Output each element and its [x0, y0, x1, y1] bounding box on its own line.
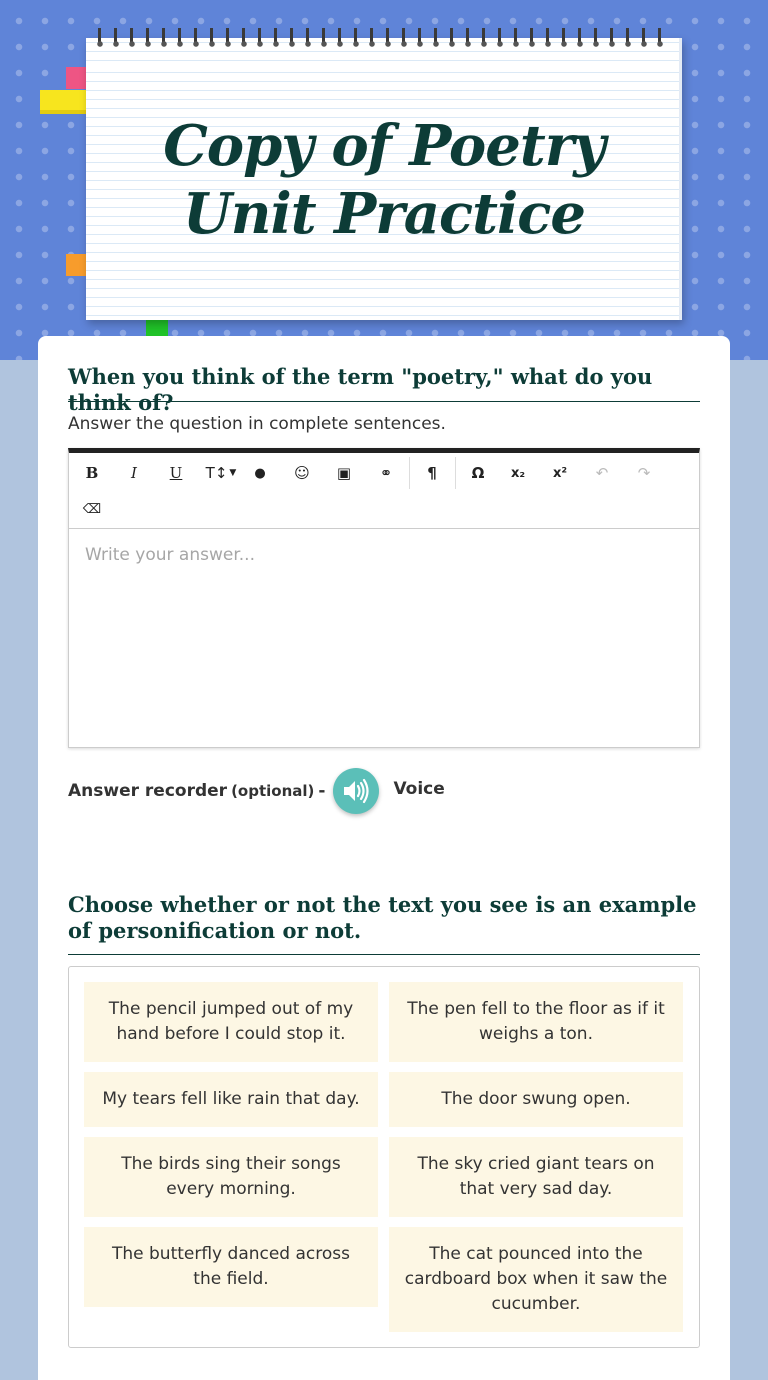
- voice-record-button[interactable]: [333, 768, 379, 814]
- notepad-tab-green: [146, 318, 168, 338]
- voice-label: Voice: [393, 779, 445, 799]
- bold-button[interactable]: B: [85, 464, 99, 482]
- sort-item[interactable]: The pen fell to the floor as if it weighs a ton.: [389, 982, 683, 1062]
- undo-icon[interactable]: ↶: [595, 464, 609, 482]
- image-icon[interactable]: ▣: [336, 464, 352, 482]
- sort-item[interactable]: The sky cried giant tears on that very sad day.: [389, 1137, 683, 1217]
- sort-box: [68, 966, 700, 1348]
- recorder-optional: (optional): [231, 782, 315, 800]
- worksheet-title: Copy of Poetry Unit Practice: [163, 113, 605, 247]
- notepad-spiral: [96, 26, 672, 52]
- color-drop-icon[interactable]: ●: [254, 465, 266, 481]
- sort-item[interactable]: The butterfly danced across the field.: [84, 1227, 378, 1307]
- font-size-button[interactable]: [203, 459, 239, 487]
- recorder-dash: -: [318, 781, 326, 801]
- paragraph-icon[interactable]: ¶: [427, 464, 437, 482]
- question-1-instructions: Answer the question in complete sentences.: [68, 414, 446, 434]
- emoji-icon[interactable]: ☺: [294, 464, 310, 482]
- link-icon[interactable]: ⚭: [379, 464, 393, 482]
- redo-icon[interactable]: ↷: [637, 464, 651, 482]
- chevron-down-icon: ▼: [229, 468, 237, 478]
- question-2-title: Choose whether or not the text you see is an example of personification or not.: [68, 892, 700, 955]
- clear-format-icon[interactable]: ⌫: [82, 501, 102, 517]
- subscript-button[interactable]: x₂: [510, 465, 526, 481]
- answer-input[interactable]: Write your answer...: [85, 545, 255, 565]
- answer-recorder: [68, 768, 700, 814]
- sort-item[interactable]: My tears fell like rain that day.: [84, 1072, 378, 1127]
- toolbar-separator: [409, 457, 410, 489]
- editor-toolbar: [69, 453, 699, 529]
- worksheet-card: [38, 336, 730, 1380]
- italic-button[interactable]: I: [131, 464, 137, 482]
- sort-item[interactable]: The cat pounced into the cardboard box when it saw the cucumber.: [389, 1227, 683, 1332]
- underline-button[interactable]: U: [169, 464, 183, 482]
- answer-editor: [68, 448, 700, 748]
- superscript-button[interactable]: x²: [552, 465, 568, 481]
- sort-item[interactable]: The birds sing their songs every morning.: [84, 1137, 378, 1217]
- special-character-icon[interactable]: Ω: [471, 464, 485, 482]
- speaker-icon: [342, 778, 370, 804]
- question-1-title: When you think of the term "poetry," what do you think of?: [68, 364, 700, 402]
- sort-item[interactable]: The door swung open.: [389, 1072, 683, 1127]
- recorder-label: Answer recorder: [68, 781, 228, 801]
- font-size-icon: T↕: [205, 464, 228, 482]
- toolbar-separator: [455, 457, 456, 489]
- notepad-tab-yellow: [40, 90, 90, 114]
- sort-item[interactable]: The pencil jumped out of my hand before I could stop it.: [84, 982, 378, 1062]
